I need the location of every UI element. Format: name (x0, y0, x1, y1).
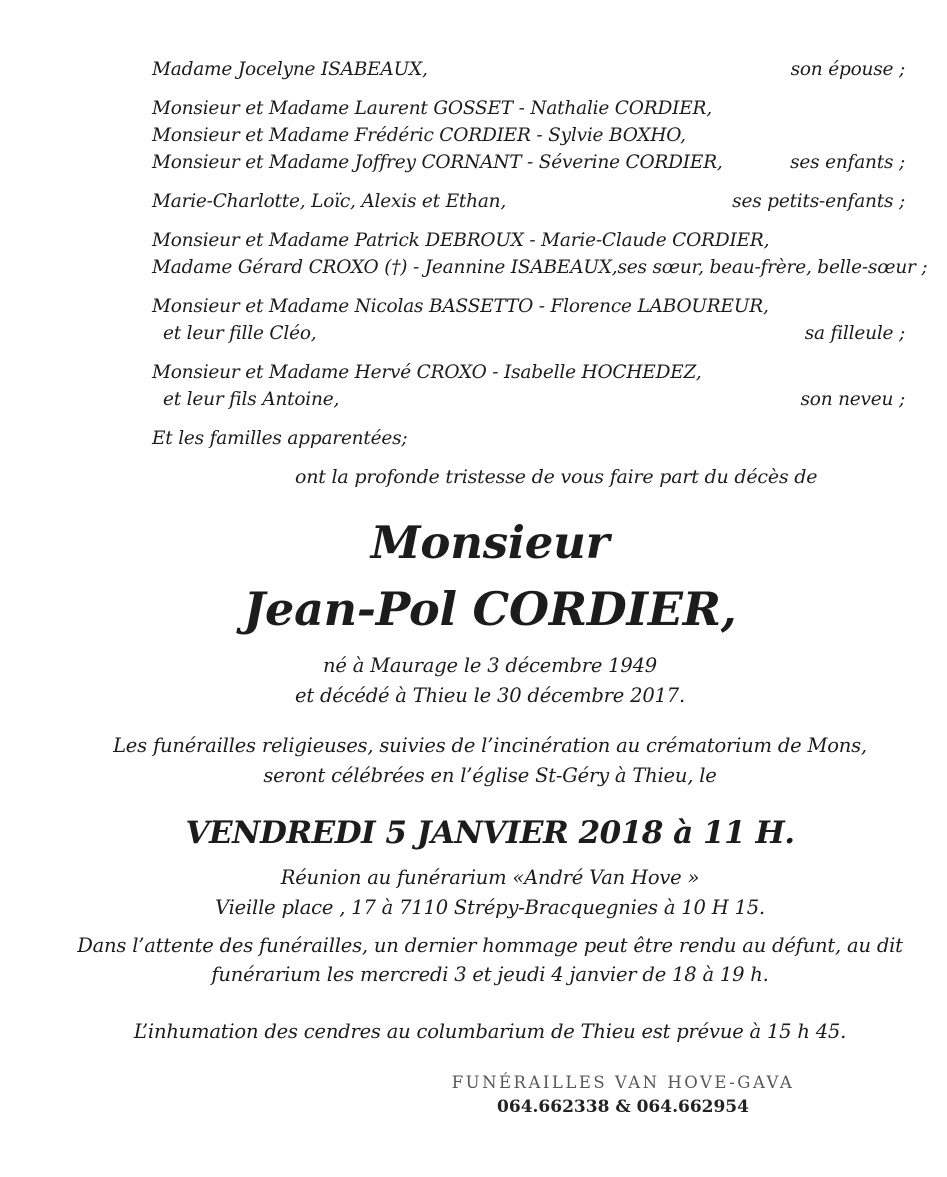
announcement-intro: ont la profonde tristesse de vous faire part du décès de (295, 466, 818, 488)
funeral-home-footer (341, 1072, 905, 1118)
hommage-line-1: Dans l’attente des funérailles, un dernier hommage peut être rendu au défunt, au dit (77, 934, 903, 957)
family-names: Et les familles apparentées; (152, 428, 408, 449)
relation-label: son neveu ; (800, 389, 905, 410)
family-names: Madame Jocelyne ISABEAUX, (152, 59, 428, 80)
funeral-home-name: FUNÉRAILLES VAN HOVE-GAVA (451, 1073, 795, 1092)
family-names: Monsieur et Madame Nicolas BASSETTO - Florence LABOUREUR, (152, 296, 769, 317)
reunion-line-1: Réunion au funérarium «André Van Hove » (280, 866, 700, 889)
family-line (75, 188, 905, 215)
reunion-line-2: Vieille place , 17 à 7110 Strépy-Bracquegnies à 10 H 15. (215, 896, 765, 919)
family-line (75, 359, 905, 386)
family-section (75, 56, 928, 452)
family-names: Madame Gérard CROXO (†) - Jeannine ISABEAUX, (152, 257, 618, 278)
relation-label: son épouse ; (790, 59, 905, 80)
ceremony-line-1: Les funérailles religieuses, suivies de l’incinération au crématorium de Mons, (113, 734, 867, 757)
family-line (75, 386, 905, 413)
deceased-title: Monsieur (370, 516, 610, 569)
relation-label: ses sœur, beau-frère, belle-sœur ; (617, 257, 928, 278)
family-group-goddaughter (75, 293, 905, 347)
family-line (75, 227, 905, 254)
family-names: et leur fils Antoine, (163, 389, 340, 410)
birth-death-block (75, 651, 905, 711)
family-line (75, 122, 905, 149)
family-group-children (75, 95, 905, 176)
death-line: et décédé à Thieu le 30 décembre 2017. (295, 684, 685, 707)
family-line (75, 56, 905, 83)
ceremony-line-2: seront célébrées en l’église St-Géry à Thieu, le (263, 764, 717, 787)
family-names: et leur fille Cléo, (163, 323, 317, 344)
deceased-name: Jean-Pol CORDIER, (243, 582, 737, 636)
family-line (75, 149, 905, 176)
family-names: Monsieur et Madame Hervé CROXO - Isabelle HOCHEDEZ, (152, 362, 702, 383)
relation-label: ses enfants ; (790, 152, 905, 173)
family-names: Monsieur et Madame Frédéric CORDIER - Sylvie BOXHO, (152, 125, 686, 146)
family-line (75, 95, 905, 122)
family-names: Monsieur et Madame Laurent GOSSET - Nathalie CORDIER, (152, 98, 712, 119)
reunion-paragraph (75, 863, 905, 923)
family-group-grandchildren (75, 188, 905, 215)
funeral-date-heading: VENDREDI 5 JANVIER 2018 à 11 H. (185, 815, 795, 851)
family-group-related-families (75, 425, 905, 452)
family-line (75, 320, 905, 347)
ceremony-paragraph (75, 731, 905, 791)
relation-label: ses petits-enfants ; (732, 191, 905, 212)
hommage-paragraph (75, 931, 905, 989)
relation-label: sa filleule ; (804, 323, 905, 344)
family-names: Monsieur et Madame Joffrey CORNANT - Séverine CORDIER, (152, 152, 723, 173)
family-line (75, 425, 905, 452)
inhumation-line: L’inhumation des cendres au columbarium de Thieu est prévue à 15 h 45. (133, 1020, 847, 1043)
family-line (75, 254, 928, 281)
family-names: Marie-Charlotte, Loïc, Alexis et Ethan, (152, 191, 507, 212)
hommage-line-2: funérarium les mercredi 3 et jeudi 4 janvier de 18 à 19 h. (211, 963, 769, 986)
family-line (75, 293, 905, 320)
family-group-siblings (75, 227, 928, 281)
birth-line: né à Maurage le 3 décembre 1949 (323, 654, 657, 677)
family-group-spouse (75, 56, 905, 83)
family-group-nephew (75, 359, 905, 413)
funeral-home-phones: 064.662338 & 064.662954 (497, 1097, 749, 1117)
family-names: Monsieur et Madame Patrick DEBROUX - Marie-Claude CORDIER, (152, 230, 770, 251)
